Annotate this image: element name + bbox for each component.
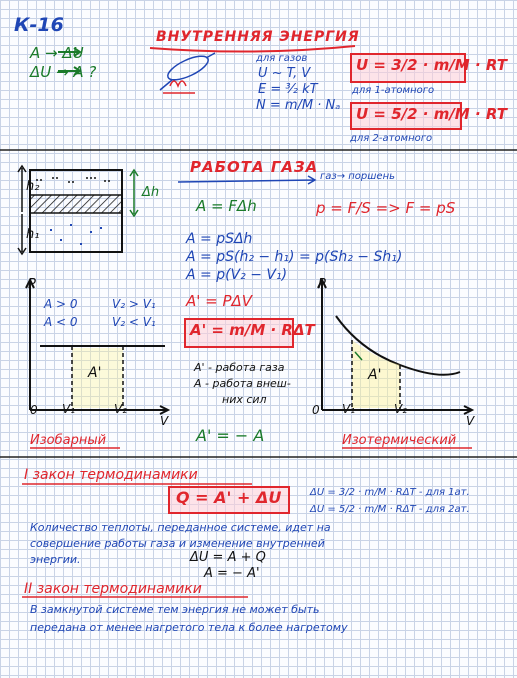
right-origin: 0 — [312, 403, 320, 417]
piston-note: газ→ поршень — [320, 171, 395, 182]
isothermal-graph — [318, 277, 472, 414]
law1-text-line2: совершение работы газа и изменение внутренней — [30, 537, 325, 550]
page-title: ВНУТРЕННЯЯ ЭНЕРГИЯ — [156, 29, 360, 45]
right-caption: Изотермический — [342, 433, 457, 448]
right-v1: V₁ — [342, 402, 356, 416]
right-area-label: A' — [368, 367, 382, 383]
law2-title: II закон термодинамики — [24, 581, 202, 597]
mono-label: для 1-атомного — [352, 85, 435, 96]
law1-di: ΔU = 5/2 · m/M · RΔT - для 2ат. — [310, 504, 470, 515]
law1-title: I закон термодинамики — [24, 467, 198, 483]
left-axis-v: V — [160, 414, 169, 428]
cond-v-gt: V₂ > V₁ — [112, 297, 156, 311]
law1-text-line3: энергии. — [30, 553, 81, 566]
work-title: РАБОТА ГАЗА — [190, 158, 319, 176]
legend-external-work-cont: них сил — [222, 393, 267, 406]
law1-mono: ΔU = 3/2 · m/M · RΔT - для 1ат. — [310, 487, 470, 498]
left-caption: Изобарный — [30, 433, 107, 448]
arrow-right-icon — [178, 176, 315, 184]
right-axis-p: P — [318, 277, 326, 292]
formula-a-to-du: A → ΔU — [30, 44, 84, 62]
right-v2: V₂ — [394, 402, 408, 416]
law1-text-line1: Количество теплоты, переданное системе, идет на — [30, 521, 331, 534]
label-h2: h₂ — [26, 179, 40, 194]
left-v1: V₁ — [62, 402, 76, 416]
number-formula: N = m/M · Nₐ — [256, 98, 341, 113]
cond-v-lt: V₂ < V₁ — [112, 315, 156, 329]
right-axis-v: V — [466, 414, 475, 428]
label-dh: Δh — [142, 185, 160, 200]
law1-eq1: ΔU = A + Q — [190, 550, 266, 565]
law1-eq2: A = − A' — [204, 566, 260, 581]
di-label: для 2-атомного — [350, 133, 433, 144]
left-origin: 0 — [30, 403, 38, 417]
left-v2: V₂ — [114, 402, 128, 416]
page-label: К-16 — [14, 14, 64, 36]
formula-work-force: A = FΔh — [196, 197, 257, 215]
formula-psdh: A = pSΔh — [186, 231, 253, 247]
formula-pressure: p = F/S => F = pS — [316, 199, 456, 217]
work-relation: A' = − A — [196, 426, 265, 445]
law2-text-line1: В замкнутой системе тем энергия не может быть — [30, 603, 320, 616]
left-area-label: A' — [88, 365, 102, 381]
formula-ps-h: A = pS(h₂ − h₁) = p(Sh₂ − Sh₁) — [186, 249, 403, 265]
for-gases-note: для газов — [256, 53, 308, 64]
cond-a-neg: A < 0 — [44, 315, 78, 329]
torch-icon — [160, 51, 215, 93]
title-underline — [150, 46, 355, 52]
cond-a-pos: A > 0 — [44, 297, 78, 311]
u-mono-formula: U = 3/2 · m/M · RT — [356, 56, 507, 74]
law1-main-formula: Q = A' + ΔU — [176, 488, 282, 507]
law2-text-line2: передана от менее нагретого тела к более нагретому — [30, 621, 348, 634]
label-h1: h₁ — [26, 227, 40, 242]
left-axis-p: P — [28, 277, 36, 292]
energy-formula: E = ³⁄₂ kT — [258, 82, 318, 97]
legend-external-work: A - работа внеш- — [194, 377, 291, 390]
formula-p-v: A = p(V₂ − V₁) — [186, 267, 288, 283]
u-di-formula: U = 5/2 · m/M · RT — [356, 105, 507, 123]
formula-du-to-a: ΔU → A ? — [30, 63, 97, 81]
formula-work-rt: A' = m/M · RΔT — [190, 321, 315, 339]
formula-pdv: A' = PΔV — [186, 292, 253, 310]
legend-gas-work: A' - работа газа — [194, 361, 285, 374]
u-proportional: U ~ T, V — [258, 66, 311, 81]
